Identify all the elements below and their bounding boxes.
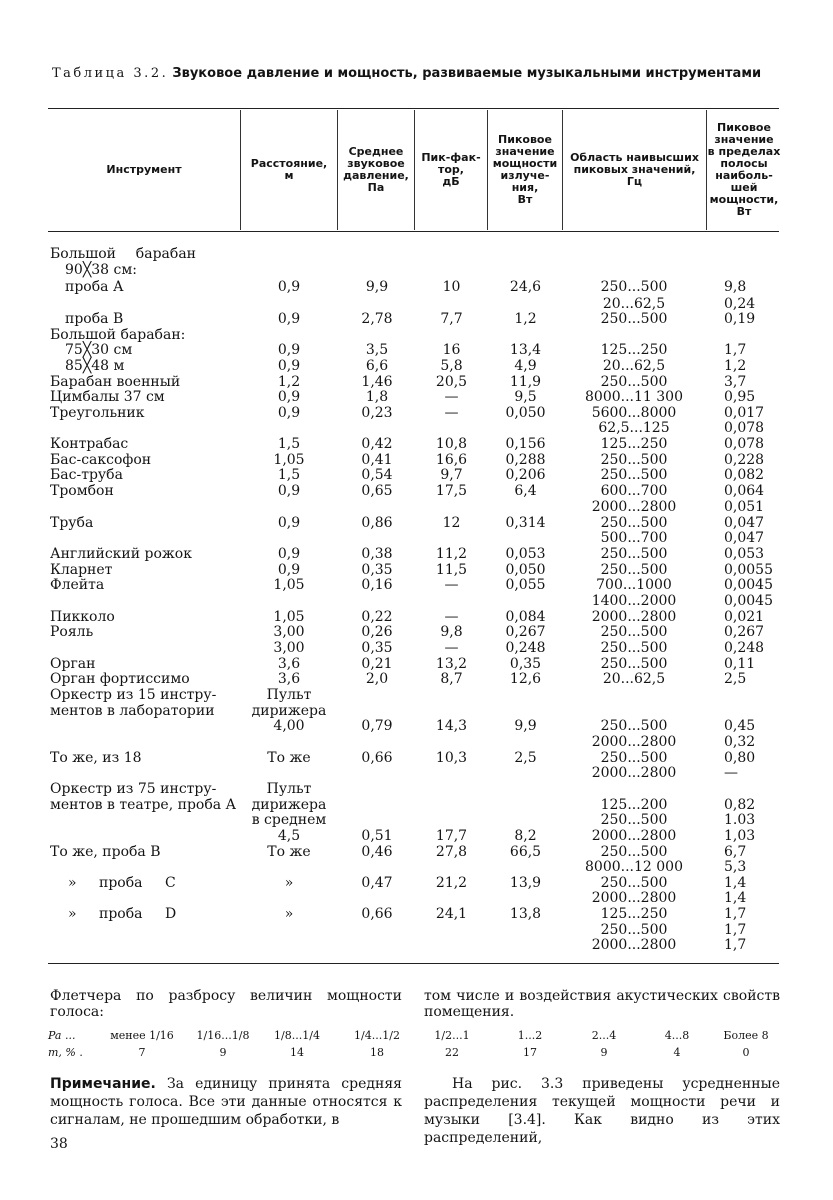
cell-region: 2000...2800 <box>591 937 677 953</box>
cell-peak-factor: — <box>444 405 459 421</box>
cell-distance: 0,9 <box>277 389 301 405</box>
cell-peak-power: 0,267 <box>505 624 546 640</box>
cell-band-power: 0,021 <box>724 609 765 625</box>
cell-instrument: Орган <box>50 656 96 672</box>
cell-band-power: 0,248 <box>724 640 765 656</box>
cell-peak-power: 9,5 <box>514 389 537 405</box>
cell-band-power: 0,267 <box>724 624 765 640</box>
cell-band-power: 0,0055 <box>724 562 773 578</box>
cell-peak-power: 0,35 <box>509 656 542 672</box>
cell-region: 250...500 <box>600 750 668 766</box>
m-value: 9 <box>600 1046 608 1059</box>
cell-region: 250...500 <box>600 718 668 734</box>
cell-peak-factor: 17,7 <box>435 828 468 844</box>
note-paragraph <box>50 1075 402 1129</box>
cell-region: 125...250 <box>600 342 668 358</box>
pa-value: 1/4...1/2 <box>354 1029 400 1042</box>
right-paragraph: том числе и воздействия акустических свойств помещения. <box>424 988 780 1020</box>
cell-distance: 1,05 <box>273 452 305 468</box>
cell-instrument: Барабан военный <box>50 374 181 390</box>
cell-instrument: » проба D <box>68 906 177 922</box>
cell-peak-power: 13,4 <box>509 342 542 358</box>
cell-region: 250...500 <box>600 467 668 483</box>
cell-pressure: 0,46 <box>361 844 393 860</box>
cell-peak-power: 0,288 <box>505 452 546 468</box>
cell-band-power: 6,7 <box>724 844 747 860</box>
cell-pressure: 0,23 <box>361 405 393 421</box>
pa-value: 1/16...1/8 <box>196 1029 250 1042</box>
pa-label: Pa ... <box>48 1029 76 1042</box>
cell-peak-power: 6,4 <box>514 483 537 499</box>
cell-peak-factor: — <box>444 640 459 656</box>
cell-instrument: Флейта <box>50 577 105 593</box>
cell-band-power: 1,4 <box>724 890 747 906</box>
cell-region: 250...500 <box>600 624 668 640</box>
cell-region: 250...500 <box>600 279 668 295</box>
cell-region: 250...500 <box>600 515 668 531</box>
cell-pressure: 0,42 <box>361 436 393 452</box>
cell-pressure: 0,66 <box>361 906 393 922</box>
pa-value: менее 1/16 <box>110 1029 174 1042</box>
cell-band-power: 0,078 <box>724 420 765 436</box>
cell-distance: То же <box>267 750 311 766</box>
cell-instrument: Английский рожок <box>50 546 192 562</box>
cell-pressure: 6,6 <box>365 358 389 374</box>
m-value: 17 <box>523 1046 537 1059</box>
cell-instrument: Труба <box>50 515 94 531</box>
cell-band-power: 0,078 <box>724 436 765 452</box>
note-label: Примечание. <box>50 1076 156 1092</box>
table-bottom-rule <box>48 963 779 964</box>
cell-pressure: 1,46 <box>361 374 393 390</box>
cell-band-power: 0,82 <box>724 797 756 813</box>
cell-distance: 0,9 <box>277 483 301 499</box>
cell-peak-factor: 9,8 <box>440 624 463 640</box>
cell-instrument: То же, из 18 <box>50 750 142 766</box>
cell-distance: 1,05 <box>273 609 305 625</box>
cell-peak-factor: 12 <box>442 515 461 531</box>
note-text: За единицу принята средняя мощность голоса. Все эти данные относятся к сигналам, не прошедшим обработки, в <box>50 1076 402 1128</box>
cell-region: 2000...2800 <box>591 499 677 515</box>
cell-peak-factor: 13,2 <box>435 656 468 672</box>
cell-distance: 0,9 <box>277 279 301 295</box>
cell-band-power: 0,064 <box>724 483 765 499</box>
cell-peak-factor: 7,7 <box>440 311 463 327</box>
cell-peak-factor: 10,8 <box>435 436 468 452</box>
cell-peak-power: 0,314 <box>505 515 546 531</box>
cell-pressure: 0,51 <box>361 828 393 844</box>
cell-pressure: 2,0 <box>365 671 389 687</box>
cell-distance: дирижера <box>251 797 327 813</box>
cell-band-power: 0,047 <box>724 530 765 546</box>
cell-distance: 0,9 <box>277 342 301 358</box>
cell-band-power: 0,80 <box>724 750 756 766</box>
cell-pressure: 1,8 <box>365 389 389 405</box>
cell-peak-power: 0,053 <box>505 546 546 562</box>
cell-pressure: 0,38 <box>361 546 393 562</box>
cell-distance: 3,6 <box>277 671 301 687</box>
pa-value: 1/2...1 <box>434 1029 470 1042</box>
cell-distance: 3,00 <box>273 640 305 656</box>
cell-region: 700...1000 <box>596 577 672 593</box>
header-instrument: Инструмент <box>106 163 182 176</box>
cell-instrument: Контрабас <box>50 436 129 452</box>
cell-peak-power: 8,2 <box>514 828 537 844</box>
cell-region: 250...500 <box>600 656 668 672</box>
cell-peak-power: 12,6 <box>509 671 542 687</box>
cell-pressure: 3,5 <box>365 342 389 358</box>
cell-region: 8000...11 300 <box>585 389 683 405</box>
cell-distance: 3,00 <box>273 624 305 640</box>
cell-region: 500...700 <box>600 530 668 546</box>
cell-region: 1400...2000 <box>591 593 677 609</box>
cell-peak-power: 0,050 <box>505 405 546 421</box>
cell-distance: 0,9 <box>277 546 301 562</box>
cell-pressure: 0,54 <box>361 467 393 483</box>
cell-band-power: 0,11 <box>724 656 756 672</box>
cell-instrument: Орган фортиссимо <box>50 671 190 687</box>
cell-distance: 1,5 <box>277 436 301 452</box>
cell-peak-power: 13,8 <box>509 906 542 922</box>
cell-region: 250...500 <box>600 311 668 327</box>
cell-pressure: 0,21 <box>361 656 393 672</box>
caption-label: Таблица 3.2. <box>52 66 169 81</box>
caption-title: Звуковое давление и мощность, развиваемые музыкальными инструментами <box>172 66 762 81</box>
cell-band-power: 0,95 <box>724 389 756 405</box>
cell-peak-factor: 8,7 <box>440 671 463 687</box>
cell-pressure: 0,41 <box>361 452 393 468</box>
pa-value: 1...2 <box>517 1029 543 1042</box>
cell-region: 250...500 <box>600 922 668 938</box>
cell-region: 250...500 <box>600 546 668 562</box>
cell-peak-power: 2,5 <box>514 750 537 766</box>
figure-reference-paragraph: На рис. 3.3 приведены усредненные распределения текущей мощности речи и музыки [3.4]. Как видно из этих распределений, <box>424 1076 780 1146</box>
cell-peak-factor: 27,8 <box>435 844 468 860</box>
cell-instrument: 75╳30 см <box>65 342 133 358</box>
cell-band-power: 1,7 <box>724 342 747 358</box>
cell-region: 2000...2800 <box>591 890 677 906</box>
cell-band-power: 1.03 <box>724 812 756 828</box>
pa-value: Более 8 <box>723 1029 769 1042</box>
cell-instrument: Большой барабан: <box>50 327 186 343</box>
table-top-rule <box>48 108 779 109</box>
cell-instrument: 90╳38 см: <box>65 262 137 278</box>
cell-band-power: 1,7 <box>724 906 747 922</box>
cell-instrument: Кларнет <box>50 562 113 578</box>
cell-peak-factor: 17,5 <box>435 483 468 499</box>
cell-peak-power: 1,2 <box>514 311 537 327</box>
pa-value: 2...4 <box>591 1029 617 1042</box>
cell-instrument: Цимбалы 37 см <box>50 389 165 405</box>
cell-peak-factor: 9,7 <box>440 467 463 483</box>
cell-band-power: 0,228 <box>724 452 765 468</box>
cell-pressure: 0,47 <box>361 875 393 891</box>
cell-instrument: ментов в лаборатории <box>50 703 215 719</box>
m-value: 9 <box>219 1046 227 1059</box>
cell-instrument: Оркестр из 75 инстру- <box>50 781 217 797</box>
cell-pressure: 0,65 <box>361 483 393 499</box>
cell-distance: » <box>284 906 294 922</box>
cell-peak-power: 66,5 <box>509 844 542 860</box>
cell-instrument: Бас-труба <box>50 467 123 483</box>
cell-distance: в среднем <box>251 812 327 828</box>
cell-region: 250...500 <box>600 374 668 390</box>
cell-distance: 0,9 <box>277 562 301 578</box>
cell-pressure: 0,66 <box>361 750 393 766</box>
page-number: 38 <box>50 1136 68 1152</box>
cell-band-power: 9,8 <box>724 279 747 295</box>
cell-distance: Пульт <box>266 781 312 797</box>
cell-distance: 1,2 <box>277 374 301 390</box>
pa-value: 4...8 <box>664 1029 690 1042</box>
cell-peak-power: 0,055 <box>505 577 546 593</box>
cell-region: 2000...2800 <box>591 828 677 844</box>
m-label: m, % . <box>48 1046 83 1059</box>
cell-region: 20...62,5 <box>602 358 666 374</box>
cell-distance: То же <box>267 844 311 860</box>
cell-band-power: 1,7 <box>724 922 747 938</box>
m-value: 4 <box>673 1046 681 1059</box>
cell-pressure: 0,16 <box>361 577 393 593</box>
cell-peak-power: 0,050 <box>505 562 546 578</box>
m-value: 7 <box>138 1046 146 1059</box>
cell-pressure: 0,86 <box>361 515 393 531</box>
header-distance: Расстояние, м <box>250 157 328 182</box>
cell-instrument: проба А <box>65 279 124 295</box>
cell-band-power: 0,053 <box>724 546 765 562</box>
m-value: 22 <box>445 1046 459 1059</box>
cell-region: 5600...8000 <box>591 405 677 421</box>
cell-band-power: 1,2 <box>724 358 747 374</box>
cell-region: 250...500 <box>600 812 668 828</box>
cell-pressure: 0,35 <box>361 640 393 656</box>
cell-band-power: 3,7 <box>724 374 747 390</box>
cell-instrument: Тромбон <box>50 483 114 499</box>
cell-region: 20...62,5 <box>602 671 666 687</box>
cell-pressure: 9,9 <box>365 279 389 295</box>
cell-pressure: 0,26 <box>361 624 393 640</box>
cell-distance: » <box>284 875 294 891</box>
cell-band-power: 0,19 <box>724 311 756 327</box>
m-value: 14 <box>290 1046 304 1059</box>
header-band-power: Пиковое значение в пределах полосы наиболь- шей мощности, Вт <box>707 121 781 218</box>
cell-band-power: 1,03 <box>724 828 756 844</box>
cell-region: 250...500 <box>600 640 668 656</box>
cell-band-power: 5,3 <box>724 859 747 875</box>
cell-distance: 0,9 <box>277 515 301 531</box>
cell-band-power: 0,047 <box>724 515 765 531</box>
cell-region: 250...500 <box>600 875 668 891</box>
table-caption <box>52 66 792 81</box>
cell-peak-power: 0,248 <box>505 640 546 656</box>
cell-band-power: 1,4 <box>724 875 747 891</box>
cell-region: 2000...2800 <box>591 765 677 781</box>
cell-band-power: 1,7 <box>724 937 747 953</box>
cell-peak-power: 4,9 <box>514 358 537 374</box>
cell-peak-factor: — <box>444 577 459 593</box>
cell-band-power: 0,24 <box>724 296 756 312</box>
cell-instrument: проба В <box>65 311 124 327</box>
cell-peak-factor: 5,8 <box>440 358 463 374</box>
cell-instrument: Треугольник <box>50 405 145 421</box>
cell-distance: 3,6 <box>277 656 301 672</box>
cell-peak-factor: 21,2 <box>435 875 468 891</box>
cell-region: 125...250 <box>600 906 668 922</box>
header-peak-power: Пиковое значение мощности излуче- ния, Вт <box>492 133 558 206</box>
cell-instrument: Пикколо <box>50 609 115 625</box>
cell-instrument: » проба С <box>68 875 176 891</box>
cell-instrument: Бас-саксофон <box>50 452 152 468</box>
cell-band-power: 0,082 <box>724 467 765 483</box>
cell-peak-factor: 24,1 <box>435 906 468 922</box>
left-paragraph: Флетчера по разбросу величин мощности голоса: <box>50 988 402 1020</box>
cell-pressure: 0,79 <box>361 718 393 734</box>
cell-peak-power: 13,9 <box>509 875 542 891</box>
cell-peak-factor: — <box>444 609 459 625</box>
cell-band-power: 0,0045 <box>724 593 773 609</box>
cell-peak-power: 0,084 <box>505 609 546 625</box>
cell-region: 125...200 <box>600 797 668 813</box>
cell-distance: 0,9 <box>277 405 301 421</box>
cell-distance: 1,05 <box>273 577 305 593</box>
cell-peak-power: 9,9 <box>514 718 537 734</box>
cell-peak-factor: 11,5 <box>435 562 468 578</box>
cell-region: 20...62,5 <box>602 296 666 312</box>
cell-region: 125...250 <box>600 436 668 452</box>
header-peak-region: Область наивысших пиковых значений, Гц <box>570 151 699 188</box>
cell-instrument: Оркестр из 15 инстру- <box>50 687 217 703</box>
cell-peak-power: 11,9 <box>509 374 542 390</box>
cell-pressure: 0,22 <box>361 609 393 625</box>
cell-peak-factor: 10,3 <box>435 750 468 766</box>
cell-distance: Пульт <box>266 687 312 703</box>
header-avg-pressure: Среднее звуковое давление, Па <box>343 145 409 194</box>
cell-band-power: — <box>724 765 738 781</box>
cell-distance: 0,9 <box>277 311 301 327</box>
cell-region: 600...700 <box>600 483 668 499</box>
cell-peak-factor: 11,2 <box>435 546 468 562</box>
cell-band-power: 0,051 <box>724 499 765 515</box>
cell-distance: 4,00 <box>273 718 305 734</box>
cell-peak-factor: 14,3 <box>435 718 468 734</box>
cell-region: 250...500 <box>600 562 668 578</box>
cell-region: 2000...2800 <box>591 734 677 750</box>
m-value: 0 <box>742 1046 750 1059</box>
cell-peak-factor: 20,5 <box>435 374 468 390</box>
cell-peak-factor: 16 <box>442 342 461 358</box>
cell-peak-power: 0,206 <box>505 467 546 483</box>
cell-region: 2000...2800 <box>591 609 677 625</box>
cell-instrument: 85╳48 м <box>65 358 125 374</box>
m-value: 18 <box>370 1046 384 1059</box>
cell-region: 8000...12 000 <box>585 859 683 875</box>
cell-band-power: 0,017 <box>724 405 765 421</box>
cell-band-power: 0,0045 <box>724 577 773 593</box>
cell-instrument: ментов в театре, проба А <box>50 797 237 813</box>
cell-region: 62,5...125 <box>598 420 670 436</box>
cell-peak-factor: — <box>444 389 459 405</box>
cell-instrument: Большой барабан <box>50 246 196 262</box>
cell-instrument: Рояль <box>50 624 94 640</box>
cell-peak-power: 0,156 <box>505 436 546 452</box>
cell-peak-factor: 16,6 <box>435 452 468 468</box>
table-header-rule <box>48 231 779 232</box>
cell-band-power: 2,5 <box>724 671 747 687</box>
cell-band-power: 0,45 <box>724 718 756 734</box>
header-peak-factor: Пик-фак- тор, дБ <box>421 151 481 188</box>
cell-peak-power: 24,6 <box>509 279 542 295</box>
cell-pressure: 2,78 <box>361 311 393 327</box>
cell-distance: 1,5 <box>277 467 301 483</box>
cell-pressure: 0,35 <box>361 562 393 578</box>
cell-region: 250...500 <box>600 844 668 860</box>
cell-band-power: 0,32 <box>724 734 756 750</box>
pa-value: 1/8...1/4 <box>274 1029 320 1042</box>
cell-distance: дирижера <box>251 703 327 719</box>
cell-distance: 4,5 <box>277 828 301 844</box>
cell-peak-factor: 10 <box>442 279 461 295</box>
cell-distance: 0,9 <box>277 358 301 374</box>
cell-instrument: То же, проба В <box>50 844 161 860</box>
cell-region: 250...500 <box>600 452 668 468</box>
